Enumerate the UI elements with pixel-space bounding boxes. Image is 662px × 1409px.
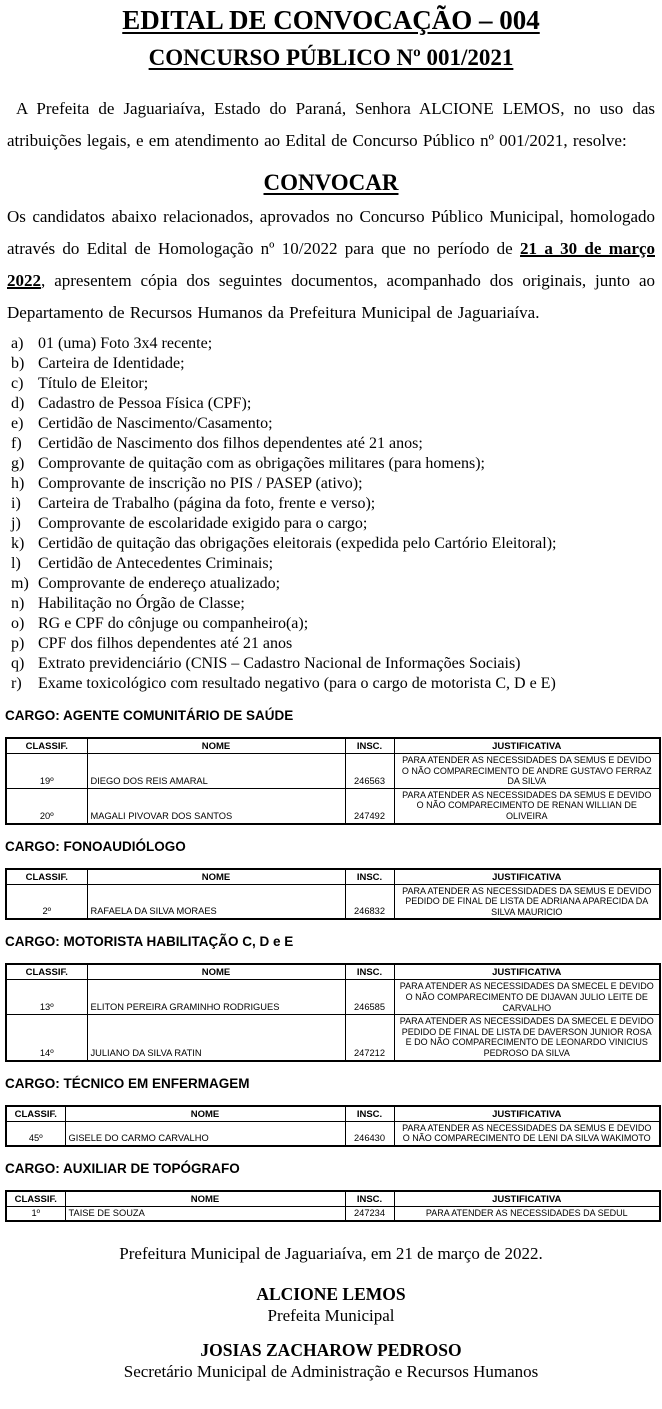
cell-insc: 247212: [345, 1015, 394, 1061]
column-header-classif: CLASSIF.: [6, 738, 87, 754]
column-header-insc: INSC.: [345, 1191, 394, 1207]
document-title: EDITAL DE CONVOCAÇÃO – 004: [122, 5, 540, 35]
table-header-row: [6, 1106, 660, 1122]
cell-classif: 2º: [6, 884, 87, 919]
cargo-sections: [3, 707, 659, 1222]
column-header-nome: NOME: [87, 738, 345, 754]
cell-classif: 45º: [6, 1121, 65, 1146]
document-checklist: [11, 334, 659, 694]
cell-nome: ELITON PEREIRA GRAMINHO RODRIGUES: [87, 980, 345, 1015]
column-header-insc: INSC.: [345, 964, 394, 980]
cargo-table: [5, 1190, 661, 1222]
list-item: [11, 514, 659, 534]
list-item: [11, 474, 659, 494]
list-item: [11, 394, 659, 414]
cell-nome: TAISE DE SOUZA: [65, 1206, 345, 1221]
cargo-section: [3, 933, 659, 1061]
table-row: [6, 1121, 660, 1146]
table-header-row: [6, 1191, 660, 1207]
list-item: [11, 674, 659, 694]
cell-nome: MAGALI PIVOVAR DOS SANTOS: [87, 788, 345, 823]
column-header-nome: NOME: [87, 964, 345, 980]
column-header-classif: CLASSIF.: [6, 1106, 65, 1122]
cell-insc: 246832: [345, 884, 394, 919]
convocation-paragraph: [7, 201, 655, 329]
cargo-table: [5, 737, 661, 825]
list-item-text: 01 (uma) Foto 3x4 recente;: [38, 335, 213, 352]
cell-insc: 246563: [345, 754, 394, 789]
cell-nome: RAFAELA DA SILVA MORAES: [87, 884, 345, 919]
cell-nome: DIEGO DOS REIS AMARAL: [87, 754, 345, 789]
list-item-text: Certidão de Nascimento dos filhos dependentes até 21 anos;: [38, 435, 423, 452]
cargo-heading: CARGO: MOTORISTA HABILITAÇÃO C, D e E: [5, 934, 294, 950]
list-item-text: Título de Eleitor;: [38, 375, 149, 392]
list-item: [11, 574, 659, 594]
cell-justificativa: PARA ATENDER AS NECESSIDADES DA SEMUS E DEVIDO PEDIDO DE FINAL DE LISTA DE ADRIANA APARECIDA DA SILVA MAURICIO: [394, 884, 660, 919]
column-header-justificativa: JUSTIFICATIVA: [394, 964, 660, 980]
list-item: [11, 414, 659, 434]
column-header-insc: INSC.: [345, 1106, 394, 1122]
list-item-text: Certidão de quitação das obrigações eleitorais (expedida pelo Cartório Eleitoral);: [38, 535, 557, 552]
signature-name: JOSIAS ZACHAROW PEDROSO: [200, 1339, 462, 1360]
cargo-table: [5, 868, 661, 921]
cell-classif: 14º: [6, 1015, 87, 1061]
column-header-justificativa: JUSTIFICATIVA: [394, 738, 660, 754]
list-item: [11, 334, 659, 354]
column-header-justificativa: JUSTIFICATIVA: [394, 1191, 660, 1207]
list-item: [11, 654, 659, 674]
list-item: [11, 594, 659, 614]
list-item-letter: b): [11, 355, 25, 372]
document-subtitle: CONCURSO PÚBLICO Nº 001/2021: [148, 45, 514, 70]
table-row: [6, 980, 660, 1015]
cargo-section: [3, 838, 659, 921]
list-item-text: Comprovante de quitação com as obrigações militares (para homens);: [38, 455, 485, 472]
list-item-text: Certidão de Nascimento/Casamento;: [38, 415, 273, 432]
cargo-section: [3, 1160, 659, 1222]
table-header-row: [6, 738, 660, 754]
date-line: Prefeitura Municipal de Jaguariaíva, em 21 de março de 2022.: [119, 1243, 543, 1263]
cell-classif: 19º: [6, 754, 87, 789]
convocar-heading: CONVOCAR: [263, 170, 399, 195]
list-item-letter: r): [11, 675, 22, 692]
list-item: [11, 554, 659, 574]
cell-insc: 246585: [345, 980, 394, 1015]
list-item-text: Exame toxicológico com resultado negativo (para o cargo de motorista C, D e E): [38, 675, 556, 692]
column-header-nome: NOME: [65, 1106, 345, 1122]
list-item: [11, 634, 659, 654]
signature: [3, 1340, 659, 1382]
column-header-nome: NOME: [87, 869, 345, 885]
list-item-text: Comprovante de endereço atualizado;: [38, 575, 281, 592]
cell-insc: 247234: [345, 1206, 394, 1221]
cell-justificativa: PARA ATENDER AS NECESSIDADES DA SEMUS E DEVIDO O NÃO COMPARECIMENTO DE RENAN WILLIAN DE OLIVEIRA: [394, 788, 660, 823]
cell-nome: JULIANO DA SILVA RATIN: [87, 1015, 345, 1061]
column-header-insc: INSC.: [345, 738, 394, 754]
cell-justificativa: PARA ATENDER AS NECESSIDADES DA SMECEL E DEVIDO O NÃO COMPARECIMENTO DE DIJAVAN JULIO LEITE DE CARVALHO: [394, 980, 660, 1015]
table-header-row: [6, 869, 660, 885]
list-item-letter: f): [11, 435, 22, 452]
list-item-letter: e): [11, 415, 24, 432]
column-header-classif: CLASSIF.: [6, 1191, 65, 1207]
cargo-heading: CARGO: FONOAUDIÓLOGO: [5, 838, 186, 854]
convocation-period-highlight: 21 a 30 de março 2022: [7, 239, 655, 290]
list-item-text: Habilitação no Órgão de Classe;: [38, 595, 245, 612]
list-item-text: Carteira de Identidade;: [38, 355, 185, 372]
signature-role: Prefeita Municipal: [267, 1305, 395, 1325]
convocation-text-pre: Os candidatos abaixo relacionados, aprovados no Concurso Público Municipal, homologado através do Edital de Homologação nº 10/2022 para que no período de: [7, 207, 655, 258]
list-item-letter: d): [11, 395, 25, 412]
table-row: [6, 788, 660, 823]
list-item-letter: i): [11, 495, 21, 512]
list-item-letter: g): [11, 455, 25, 472]
cell-justificativa: PARA ATENDER AS NECESSIDADES DA SMECEL E DEVIDO PEDIDO DE FINAL DE LISTA DE DAVERSON JUNIOR ROSA E DO NÃO COMPARECIMENTO DE LEONARDO VINICIUS PEDROSO DA SILVA: [394, 1015, 660, 1061]
document-footer: [3, 1242, 659, 1382]
list-item-letter: c): [11, 375, 24, 392]
table-row: [6, 1206, 660, 1221]
table-row: [6, 1015, 660, 1061]
list-item-letter: a): [11, 335, 24, 352]
list-item-text: CPF dos filhos dependentes até 21 anos: [38, 635, 293, 652]
list-item-text: Comprovante de inscrição no PIS / PASEP (ativo);: [38, 475, 363, 492]
signature-role: Secretário Municipal de Administração e Recursos Humanos: [123, 1361, 539, 1381]
list-item: [11, 454, 659, 474]
list-item-letter: l): [11, 555, 21, 572]
list-item-letter: h): [11, 475, 25, 492]
convocation-text-post: , apresentem cópia dos seguintes documentos, acompanhado dos originais, junto ao Departamento de Recursos Humanos da Prefeitura Municipal de Jaguariaíva.: [7, 271, 655, 322]
intro-paragraph: A Prefeita de Jaguariaíva, Estado do Paraná, Senhora ALCIONE LEMOS, no uso das atribuições legais, e em atendimento ao Edital de Concurso Público nº 001/2021, resolve:: [7, 99, 655, 150]
list-item-letter: j): [11, 515, 21, 532]
list-item: [11, 374, 659, 394]
list-item-text: Certidão de Antecedentes Criminais;: [38, 555, 274, 572]
column-header-justificativa: JUSTIFICATIVA: [394, 869, 660, 885]
list-item-letter: k): [11, 535, 25, 552]
list-item-letter: p): [11, 635, 25, 652]
list-item: [11, 354, 659, 374]
list-item-letter: o): [11, 615, 25, 632]
list-item-text: Extrato previdenciário (CNIS – Cadastro Nacional de Informações Sociais): [38, 655, 521, 672]
list-item-text: RG e CPF do cônjuge ou companheiro(a);: [38, 615, 309, 632]
cargo-heading: CARGO: AUXILIAR DE TOPÓGRAFO: [5, 1160, 240, 1176]
column-header-classif: CLASSIF.: [6, 869, 87, 885]
cell-classif: 13º: [6, 980, 87, 1015]
signature: [3, 1284, 659, 1326]
list-item: [11, 434, 659, 454]
column-header-justificativa: JUSTIFICATIVA: [394, 1106, 660, 1122]
cell-classif: 1º: [6, 1206, 65, 1221]
cargo-table: [5, 1105, 661, 1147]
cell-nome: GISELE DO CARMO CARVALHO: [65, 1121, 345, 1146]
signature-block: [3, 1284, 659, 1382]
cell-insc: 246430: [345, 1121, 394, 1146]
table-header-row: [6, 964, 660, 980]
cargo-section: [3, 707, 659, 825]
list-item: [11, 494, 659, 514]
table-row: [6, 754, 660, 789]
signature-name: ALCIONE LEMOS: [256, 1283, 406, 1304]
cargo-table: [5, 963, 661, 1061]
cargo-heading: CARGO: AGENTE COMUNITÁRIO DE SAÚDE: [5, 708, 294, 723]
cell-justificativa: PARA ATENDER AS NECESSIDADES DA SEMUS E DEVIDO O NÃO COMPARECIMENTO DE LENI DA SILVA WAKIMOTO: [394, 1121, 660, 1146]
list-item-letter: m): [11, 575, 29, 592]
list-item-text: Carteira de Trabalho (página da foto, frente e verso);: [38, 495, 376, 512]
cell-classif: 20º: [6, 788, 87, 823]
column-header-classif: CLASSIF.: [6, 964, 87, 980]
list-item: [11, 534, 659, 554]
cell-insc: 247492: [345, 788, 394, 823]
list-item-letter: q): [11, 655, 25, 672]
list-item-text: Cadastro de Pessoa Física (CPF);: [38, 395, 252, 412]
list-item: [11, 614, 659, 634]
table-row: [6, 884, 660, 919]
list-item-letter: n): [11, 595, 25, 612]
column-header-insc: INSC.: [345, 869, 394, 885]
cell-justificativa: PARA ATENDER AS NECESSIDADES DA SEDUL: [394, 1206, 660, 1221]
column-header-nome: NOME: [65, 1191, 345, 1207]
cargo-heading: CARGO: TÉCNICO EM ENFERMAGEM: [5, 1075, 250, 1091]
list-item-text: Comprovante de escolaridade exigido para o cargo;: [38, 515, 368, 532]
cell-justificativa: PARA ATENDER AS NECESSIDADES DA SEMUS E DEVIDO O NÃO COMPARECIMENTO DE ANDRE GUSTAVO FERRAZ DA SILVA: [394, 754, 660, 789]
cargo-section: [3, 1075, 659, 1147]
